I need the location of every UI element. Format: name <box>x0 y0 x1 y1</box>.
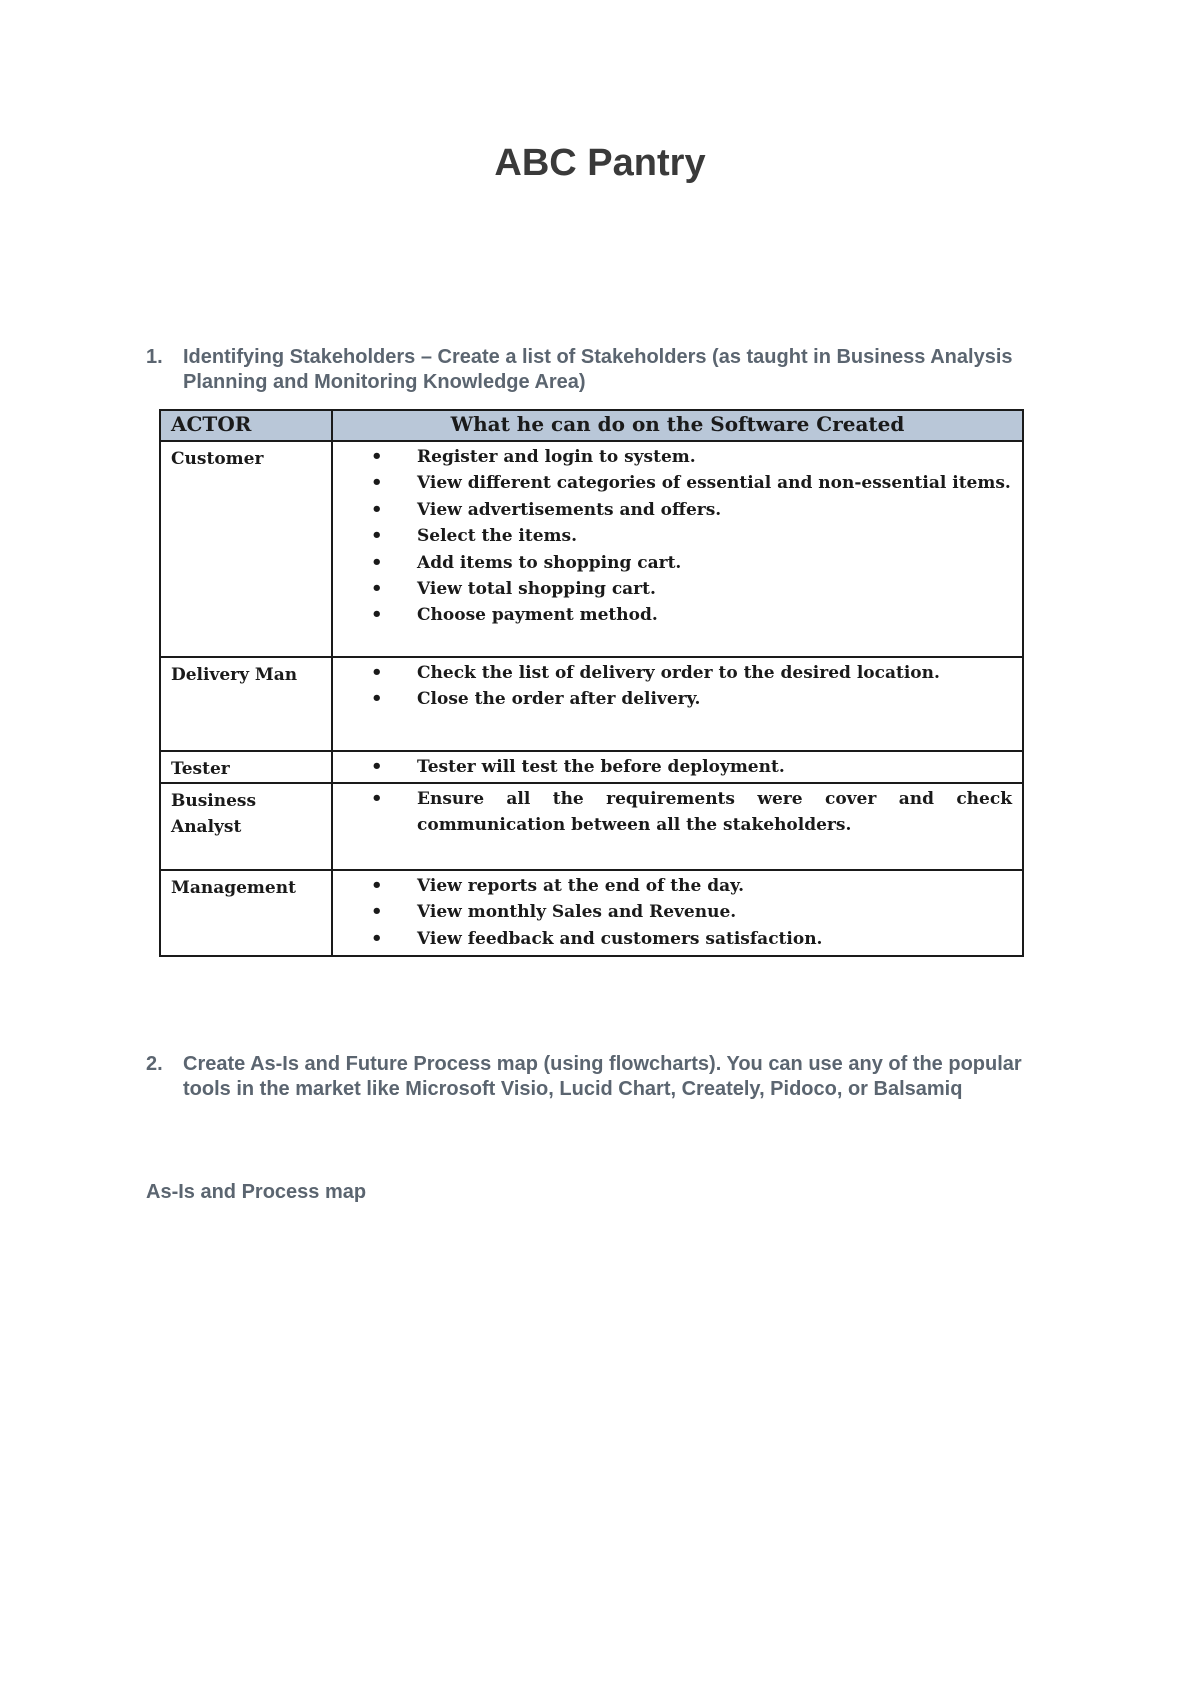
action-list <box>371 660 1012 713</box>
table-row-management <box>160 870 1023 956</box>
table-row-tester <box>160 751 1023 783</box>
section-2-number: 2. <box>146 1053 163 1075</box>
section-1-number: 1. <box>146 346 163 368</box>
actor-cell: Customer <box>160 441 332 657</box>
actions-cell <box>332 441 1023 657</box>
action-list <box>371 444 1012 629</box>
actor-cell: Business Analyst <box>160 783 332 870</box>
header-actor: ACTOR <box>160 410 332 441</box>
document-title: ABC Pantry <box>494 142 706 184</box>
header-actions: What he can do on the Software Created <box>332 410 1023 441</box>
list-item: • Choose payment method. <box>371 602 1012 628</box>
section-1-text: Identifying Stakeholders – Create a list of Stakeholders (as taught in Business Analysis Planning and Monitoring Knowledge Area) <box>183 346 1013 393</box>
table-row-delivery-man <box>160 657 1023 751</box>
actions-cell <box>332 783 1023 870</box>
stakeholder-table <box>159 409 1024 957</box>
section-2-heading <box>146 1052 1036 1102</box>
actor-cell: Delivery Man <box>160 657 332 751</box>
actor-cell: Management <box>160 870 332 956</box>
action-list <box>371 873 1012 952</box>
table-header-row <box>160 410 1023 441</box>
list-item: • View different categories of essential and non-essential items. <box>371 470 1012 496</box>
process-map-subheading: As-Is and Process map <box>146 1181 367 1203</box>
list-item: • View reports at the end of the day. <box>371 873 1012 899</box>
table-row-customer <box>160 441 1023 657</box>
list-item: • View total shopping cart. <box>371 576 1012 602</box>
list-item: • Select the items. <box>371 523 1012 549</box>
list-item: • Add items to shopping cart. <box>371 550 1012 576</box>
actions-cell <box>332 751 1023 783</box>
list-item: • View feedback and customers satisfaction. <box>371 926 1012 952</box>
list-item: • Close the order after delivery. <box>371 686 1012 712</box>
list-item: • Check the list of delivery order to the desired location. <box>371 660 1012 686</box>
action-list <box>371 786 1012 839</box>
list-item: • View monthly Sales and Revenue. <box>371 899 1012 925</box>
actions-cell <box>332 870 1023 956</box>
actions-cell <box>332 657 1023 751</box>
actor-cell: Tester <box>160 751 332 783</box>
action-list <box>371 754 1012 780</box>
section-1-heading <box>146 345 1026 395</box>
table-row-business-analyst <box>160 783 1023 870</box>
list-item: • View advertisements and offers. <box>371 497 1012 523</box>
list-item: • Register and login to system. <box>371 444 1012 470</box>
section-2-text: Create As-Is and Future Process map (using flowcharts). You can use any of the popular tools in the market like Microsoft Visio, Lucid Chart, Creately, Pidoco, or Balsamiq <box>183 1053 1022 1100</box>
list-item: • Tester will test the before deployment. <box>371 754 1012 780</box>
list-item: • Ensure all the requirements were cover and check communication between all the stakeholders. <box>371 786 1012 839</box>
